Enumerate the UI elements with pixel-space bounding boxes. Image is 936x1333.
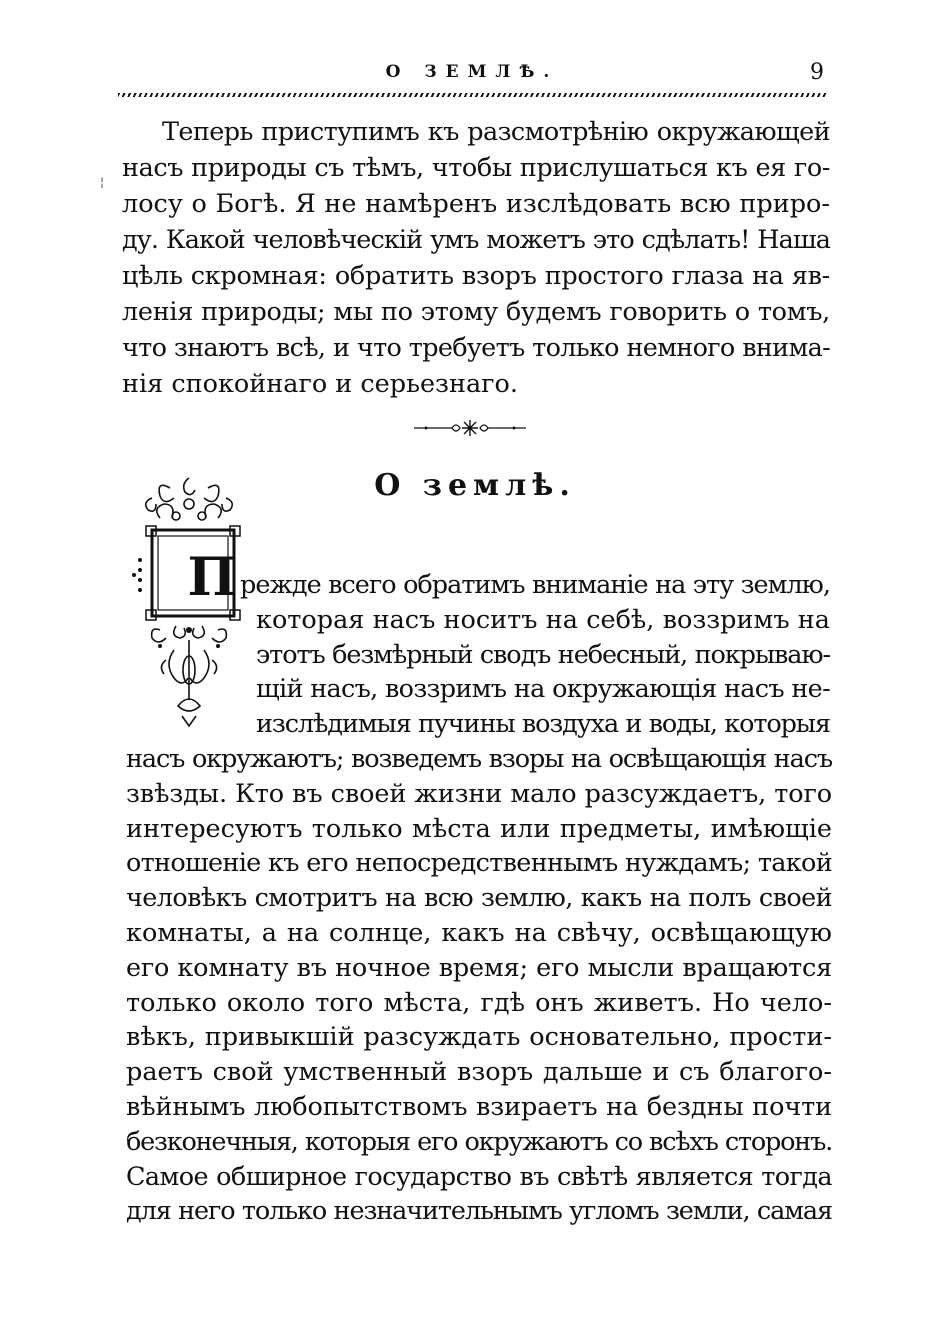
text-line: ду. Какой человѣческій умъ можетъ это сдѣлать! Наша [122,225,830,255]
text-line: щій насъ, воззримъ на окружающія насъ не- [256,674,830,705]
text-line: его комнату въ ночное время; его мысли вращаются [126,952,832,983]
text-line: звѣзды. Кто въ своей жизни мало разсуждаетъ, того [126,778,832,809]
text-line: человѣкъ смотритъ на всю землю, какъ на полъ своей [126,883,832,914]
drop-cap-letter: П [187,547,237,608]
text-line: насъ природы съ тѣмъ, чтобы прислушаться къ ея го- [122,153,830,183]
text-line: цѣль скромная: обратить взоръ простого глаза на яв- [122,261,830,291]
text-line: отношеніе къ его непосредственнымъ нуждамъ; такой [126,848,832,879]
page-number: 9 [810,60,824,85]
paragraph-main-indented [240,568,830,742]
text-line: что знаютъ всѣ, и что требуетъ только немного внима- [122,333,830,363]
text-line: ленія природы; мы по этому будемъ говорить о томъ, [122,297,830,327]
text-line: безконечныя, которыя его окружаютъ со всѣхъ сторонъ. [126,1126,832,1157]
text-line: Самое обширное государство въ свѣтѣ является тогда [126,1161,832,1192]
text-line: изслѣдимыя пучины воздуха и воды, которыя [256,709,830,740]
text-line: вѣйнымъ любопытствомъ взираетъ на бездны почти [126,1091,832,1122]
text-line: для него только незначительнымъ угломъ земли, самая [126,1196,832,1227]
text-line: насъ окружаютъ; возведемъ взоры на освѣщающія насъ [126,744,832,774]
text-line: режде всего обратимъ вниманіе на эту землю, [240,570,830,600]
paragraph-intro [122,114,830,402]
paragraph-main [126,742,832,1229]
text-line: комнаты, а на солнце, какъ на свѣчу, освѣщающую [126,917,832,948]
text-line: раетъ свой умственный взоръ дальше и съ благого- [126,1057,832,1088]
text-line: вѣкъ, привыкшій разсуждать основательно, прости- [126,1022,832,1053]
text-line: лосу о Богѣ. Я не намѣренъ изслѣдовать всю приро- [122,189,830,219]
margin-mark: ¦ [100,175,105,189]
ornamental-separator [412,418,528,438]
text-line: Теперь приступимъ къ разсмотрѣнію окружающей [162,117,830,147]
text-line: интересуютъ только мѣста или предметы, имѣющіе [126,813,832,844]
running-head [118,60,826,90]
section-title: О землѣ. [374,468,576,503]
text-line: этотъ безмѣрный сводъ небесный, покрываю- [256,639,830,670]
running-title: О ЗЕМЛѢ. [385,62,559,82]
text-line: только около того мѣста, гдѣ онъ живетъ. Но чело- [126,987,832,1018]
header-rule [118,93,826,97]
decorated-initial [130,470,248,732]
text-line: которая насъ носитъ на себѣ, воззримъ на [256,604,830,635]
text-line: нія спокойнаго и серьезнаго. [122,369,518,399]
